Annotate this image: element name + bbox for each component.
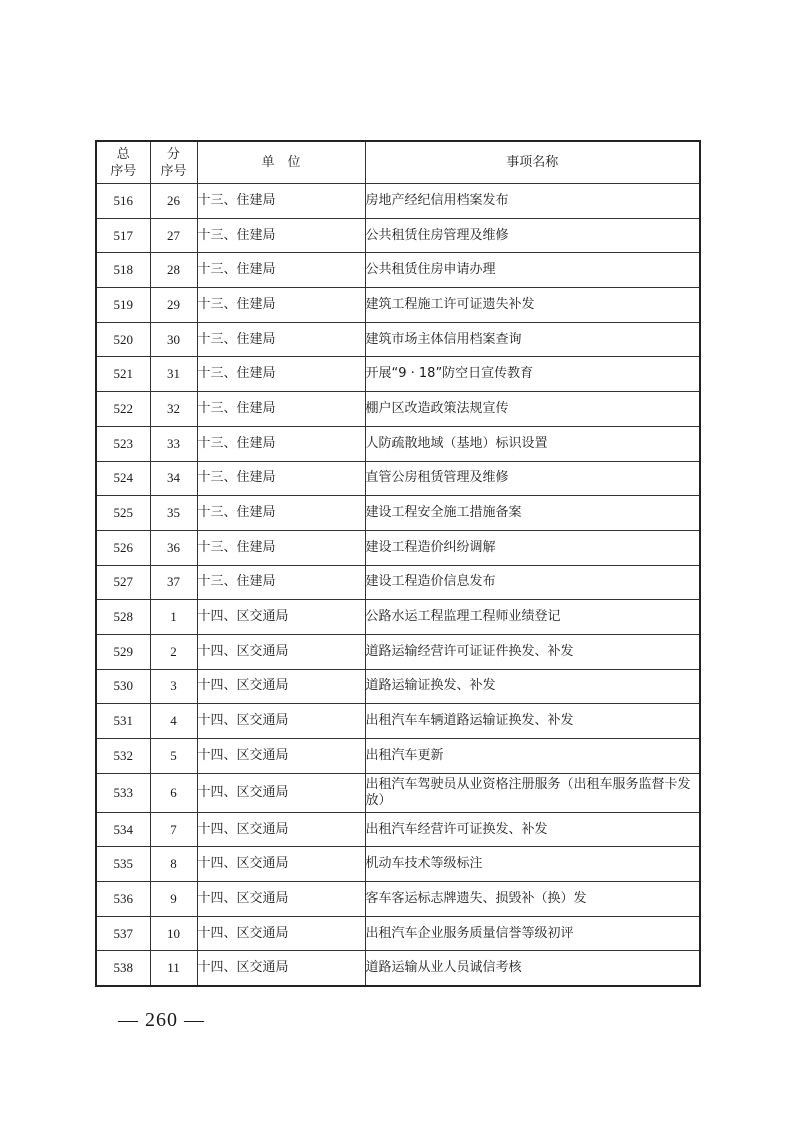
total-number-cell: 516: [96, 184, 150, 219]
unit-cell: 十四、区交通局: [197, 739, 365, 774]
item-name-cell: 出租汽车更新: [365, 739, 700, 774]
item-name-cell: 建设工程安全施工措施备案: [365, 496, 700, 531]
total-number-cell: 519: [96, 288, 150, 323]
total-number-cell: 527: [96, 565, 150, 600]
header-sub-number: [150, 141, 197, 184]
total-number-cell: 529: [96, 634, 150, 669]
item-name-cell: 公共租赁住房申请办理: [365, 253, 700, 288]
sub-number-cell: 3: [150, 669, 197, 704]
total-number-cell: 530: [96, 669, 150, 704]
total-number-cell: 532: [96, 739, 150, 774]
table-row: [96, 322, 700, 357]
item-name-cell: 出租汽车经营许可证换发、补发: [365, 812, 700, 847]
table-row: [96, 357, 700, 392]
table-row: [96, 812, 700, 847]
sub-number-cell: 5: [150, 739, 197, 774]
sub-number-cell: 34: [150, 461, 197, 496]
table-row: [96, 288, 700, 323]
sub-number-cell: 30: [150, 322, 197, 357]
total-number-cell: 523: [96, 426, 150, 461]
table-row: [96, 426, 700, 461]
item-name-cell: 开展“9 · 18”防空日宣传教育: [365, 357, 700, 392]
sub-number-cell: 27: [150, 218, 197, 253]
item-name-cell: 建设工程造价纠纷调解: [365, 530, 700, 565]
table-row: [96, 565, 700, 600]
unit-cell: 十三、住建局: [197, 461, 365, 496]
unit-cell: 十四、区交通局: [197, 847, 365, 882]
header-sub-number-line2: 序号: [160, 163, 187, 179]
unit-cell: 十四、区交通局: [197, 669, 365, 704]
unit-cell: 十四、区交通局: [197, 600, 365, 635]
unit-cell: 十三、住建局: [197, 426, 365, 461]
sub-number-cell: 10: [150, 916, 197, 951]
unit-cell: 十四、区交通局: [197, 951, 365, 986]
total-number-cell: 524: [96, 461, 150, 496]
sub-number-cell: 33: [150, 426, 197, 461]
unit-cell: 十四、区交通局: [197, 704, 365, 739]
unit-cell: 十三、住建局: [197, 253, 365, 288]
total-number-cell: 521: [96, 357, 150, 392]
unit-cell: 十四、区交通局: [197, 773, 365, 812]
unit-cell: 十四、区交通局: [197, 882, 365, 917]
unit-cell: 十三、住建局: [197, 565, 365, 600]
unit-cell: 十三、住建局: [197, 357, 365, 392]
sub-number-cell: 37: [150, 565, 197, 600]
sub-number-cell: 29: [150, 288, 197, 323]
item-name-cell: 建筑市场主体信用档案查询: [365, 322, 700, 357]
total-number-cell: 536: [96, 882, 150, 917]
total-number-cell: 531: [96, 704, 150, 739]
total-number-cell: 534: [96, 812, 150, 847]
unit-cell: 十三、住建局: [197, 288, 365, 323]
item-name-cell: 机动车技术等级标注: [365, 847, 700, 882]
item-name-cell: 公共租赁住房管理及维修: [365, 218, 700, 253]
total-number-cell: 533: [96, 773, 150, 812]
unit-cell: 十三、住建局: [197, 496, 365, 531]
unit-cell: 十三、住建局: [197, 218, 365, 253]
sub-number-cell: 28: [150, 253, 197, 288]
unit-cell: 十四、区交通局: [197, 812, 365, 847]
table-row: [96, 253, 700, 288]
items-table: [95, 140, 701, 987]
table-row: [96, 461, 700, 496]
item-name-cell: 道路运输证换发、补发: [365, 669, 700, 704]
unit-cell: 十四、区交通局: [197, 916, 365, 951]
total-number-cell: 518: [96, 253, 150, 288]
sub-number-cell: 7: [150, 812, 197, 847]
table-row: [96, 600, 700, 635]
table-row: [96, 634, 700, 669]
table-row: [96, 704, 700, 739]
item-name-cell: 直管公房租赁管理及维修: [365, 461, 700, 496]
item-name-cell: 人防疏散地域（基地）标识设置: [365, 426, 700, 461]
table-row: [96, 184, 700, 219]
table-row: [96, 951, 700, 986]
item-name-cell: 客车客运标志牌遗失、损毁补（换）发: [365, 882, 700, 917]
sub-number-cell: 8: [150, 847, 197, 882]
item-name-cell: 出租汽车企业服务质量信誉等级初评: [365, 916, 700, 951]
table-row: [96, 847, 700, 882]
table-row: [96, 916, 700, 951]
total-number-cell: 522: [96, 392, 150, 427]
item-name-cell: 出租汽车车辆道路运输证换发、补发: [365, 704, 700, 739]
table-row: [96, 669, 700, 704]
sub-number-cell: 2: [150, 634, 197, 669]
item-name-cell: 房地产经纪信用档案发布: [365, 184, 700, 219]
sub-number-cell: 6: [150, 773, 197, 812]
item-name-cell: 道路运输经营许可证证件换发、补发: [365, 634, 700, 669]
header-item-name: 事项名称: [365, 141, 700, 184]
table-row: [96, 218, 700, 253]
sub-number-cell: 1: [150, 600, 197, 635]
table-row: [96, 773, 700, 812]
item-name-cell: 建筑工程施工许可证遗失补发: [365, 288, 700, 323]
unit-cell: 十三、住建局: [197, 184, 365, 219]
total-number-cell: 520: [96, 322, 150, 357]
sub-number-cell: 4: [150, 704, 197, 739]
item-name-cell: 出租汽车驾驶员从业资格注册服务（出租车服务监督卡发放）: [365, 773, 700, 812]
unit-cell: 十三、住建局: [197, 392, 365, 427]
total-number-cell: 528: [96, 600, 150, 635]
header-total-number: [96, 141, 150, 184]
total-number-cell: 525: [96, 496, 150, 531]
header-unit: 单 位: [197, 141, 365, 184]
sub-number-cell: 35: [150, 496, 197, 531]
header-total-number-line1: 总: [116, 146, 130, 162]
sub-number-cell: 36: [150, 530, 197, 565]
table-row: [96, 739, 700, 774]
sub-number-cell: 11: [150, 951, 197, 986]
total-number-cell: 526: [96, 530, 150, 565]
item-name-cell: 建设工程造价信息发布: [365, 565, 700, 600]
table-header-row: [96, 141, 700, 184]
table-row: [96, 530, 700, 565]
unit-cell: 十三、住建局: [197, 322, 365, 357]
item-name-cell: 公路水运工程监理工程师业绩登记: [365, 600, 700, 635]
unit-cell: 十三、住建局: [197, 530, 365, 565]
page-number: — 260 —: [118, 1009, 205, 1031]
sub-number-cell: 9: [150, 882, 197, 917]
sub-number-cell: 31: [150, 357, 197, 392]
item-name-cell: 道路运输从业人员诚信考核: [365, 951, 700, 986]
total-number-cell: 537: [96, 916, 150, 951]
total-number-cell: 517: [96, 218, 150, 253]
header-total-number-line2: 序号: [110, 163, 137, 179]
item-name-cell: 棚户区改造政策法规宣传: [365, 392, 700, 427]
unit-cell: 十四、区交通局: [197, 634, 365, 669]
sub-number-cell: 26: [150, 184, 197, 219]
table-row: [96, 496, 700, 531]
header-sub-number-line1: 分: [166, 146, 180, 162]
sub-number-cell: 32: [150, 392, 197, 427]
total-number-cell: 538: [96, 951, 150, 986]
total-number-cell: 535: [96, 847, 150, 882]
table-row: [96, 882, 700, 917]
table-row: [96, 392, 700, 427]
